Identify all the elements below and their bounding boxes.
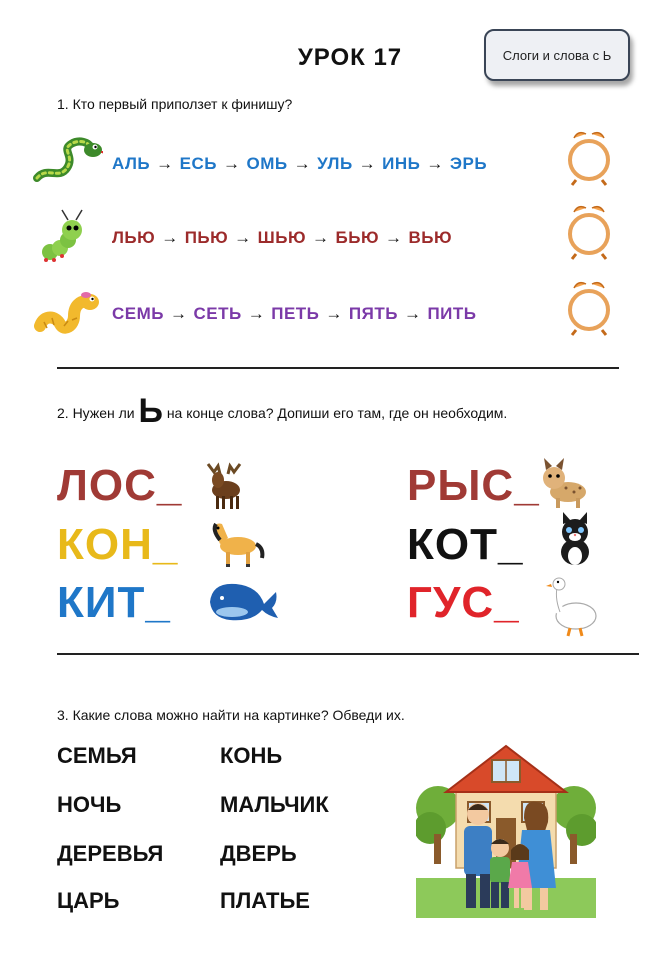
- task3-question: 3. Какие слова можно найти на картинке? Обведи их.: [57, 707, 405, 723]
- arrow-icon: →: [426, 154, 444, 173]
- arrow-icon: →: [156, 154, 174, 173]
- syllable: АЛЬ: [112, 154, 151, 173]
- syllable: БЬЮ: [335, 228, 379, 247]
- family-house-icon: [416, 738, 596, 918]
- topic-badge: Слоги и слова с Ь: [484, 29, 630, 81]
- word-horse[interactable]: КОН_: [57, 520, 179, 569]
- worm-icon: [34, 286, 100, 336]
- whale-icon: [206, 576, 282, 624]
- arrow-icon: →: [384, 228, 403, 247]
- word-cat[interactable]: КОТ_: [407, 520, 524, 569]
- syllable: ЭРЬ: [449, 154, 488, 173]
- syllable: ИНЬ: [382, 154, 421, 173]
- syllable: ВЬЮ: [408, 228, 452, 247]
- caterpillar-icon: [38, 208, 98, 264]
- soft-sign-letter: Ь: [138, 392, 163, 430]
- syllable: ЕСЬ: [179, 154, 217, 173]
- horse-icon: [206, 518, 266, 568]
- arrow-icon: →: [325, 304, 343, 323]
- syllable: СЕТЬ: [193, 304, 242, 323]
- syllable: ПЕТЬ: [271, 304, 320, 323]
- word-lynx[interactable]: РЫС_: [407, 461, 540, 510]
- task1-question: 1. Кто первый приползет к финишу?: [57, 96, 293, 112]
- lesson-title: УРОК 17: [297, 44, 403, 71]
- syllable: ОМЬ: [246, 154, 288, 173]
- moose-icon: [204, 460, 246, 510]
- syllable: ПЯТЬ: [348, 304, 398, 323]
- chain-row-3: [112, 304, 476, 324]
- word-moose[interactable]: ЛОС_: [57, 461, 183, 510]
- word-door[interactable]: ДВЕРЬ: [220, 841, 297, 866]
- alarm-clock-icon: [566, 128, 612, 186]
- word-dress[interactable]: ПЛАТЬЕ: [220, 888, 310, 913]
- snake-icon: [33, 136, 103, 184]
- syllable: УЛЬ: [317, 154, 353, 173]
- arrow-icon: →: [234, 228, 252, 247]
- task2-question-start: 2. Нужен ли: [57, 405, 135, 421]
- arrow-icon: →: [358, 154, 377, 173]
- goose-icon: [546, 576, 602, 638]
- cat-icon: [553, 512, 597, 568]
- arrow-icon: →: [222, 154, 241, 173]
- syllable: СЕМЬ: [112, 304, 164, 323]
- word-family[interactable]: СЕМЬЯ: [57, 743, 137, 768]
- word-night[interactable]: НОЧЬ: [57, 792, 122, 817]
- arrow-icon: →: [403, 304, 422, 323]
- task2-question: [57, 392, 507, 431]
- word-trees[interactable]: ДЕРЕВЬЯ: [57, 841, 164, 866]
- task2-question-end: на конце слова? Допиши его там, где он необходим.: [166, 405, 508, 421]
- syllable: ПЬЮ: [184, 228, 229, 247]
- arrow-icon: →: [161, 228, 179, 247]
- word-tsar[interactable]: ЦАРЬ: [57, 888, 120, 913]
- arrow-icon: →: [293, 154, 312, 173]
- syllable: ШЬЮ: [257, 228, 306, 247]
- alarm-clock-icon: [566, 278, 612, 336]
- arrow-icon: →: [312, 228, 330, 247]
- divider: [57, 653, 639, 655]
- arrow-icon: →: [170, 304, 188, 323]
- word-horse[interactable]: КОНЬ: [220, 743, 283, 768]
- chain-row-2: [112, 228, 452, 248]
- divider: [57, 367, 619, 369]
- lynx-icon: [538, 454, 594, 510]
- chain-row-1: [112, 154, 487, 174]
- syllable: ПИТЬ: [427, 304, 477, 323]
- arrow-icon: →: [247, 304, 266, 323]
- alarm-clock-icon: [566, 202, 612, 260]
- word-goose[interactable]: ГУС_: [407, 578, 520, 627]
- syllable: ЛЬЮ: [112, 228, 156, 247]
- word-boy[interactable]: МАЛЬЧИК: [220, 792, 329, 817]
- word-whale[interactable]: КИТ_: [57, 578, 171, 627]
